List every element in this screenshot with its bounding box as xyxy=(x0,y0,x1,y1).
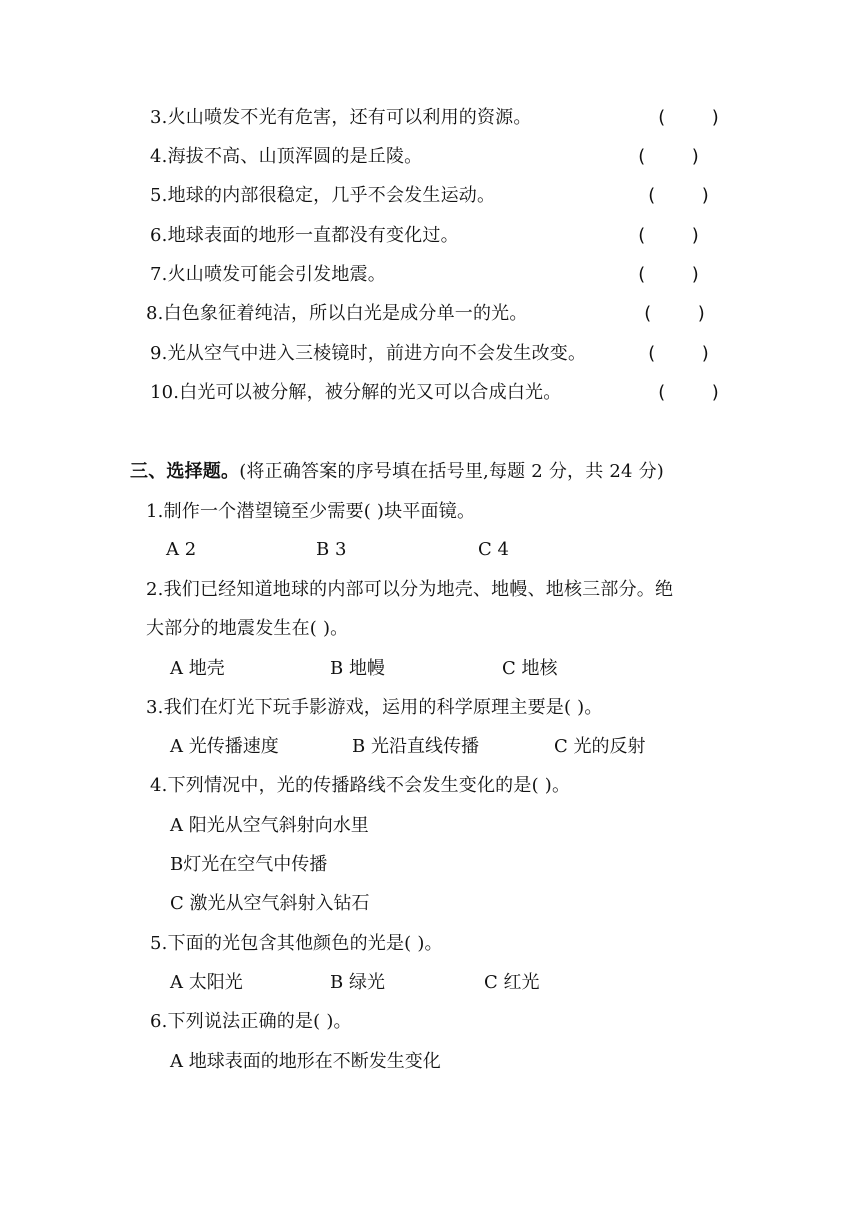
judgment-item-6: 6.地球表面的地形一直都没有变化过。 xyxy=(150,225,459,246)
q4-option-b: B灯光在空气中传播 xyxy=(170,854,328,875)
q2-option-b: B 地幔 xyxy=(330,658,385,679)
answer-paren-3: ( ) xyxy=(656,107,722,128)
judgment-item-8: 8.白色象征着纯洁，所以白光是成分单一的光。 xyxy=(146,303,528,324)
q5-option-b: B 绿光 xyxy=(330,972,385,993)
section-title: 三、选择题。 xyxy=(130,461,240,482)
q3-option-c: C 光的反射 xyxy=(554,736,646,757)
choice-question-5: 5.下面的光包含其他颜色的光是( )。 xyxy=(150,933,443,954)
q4-option-a: A 阳光从空气斜射向水里 xyxy=(170,815,369,836)
judgment-item-4: 4.海拔不高、山顶浑圆的是丘陵。 xyxy=(150,146,423,167)
judgment-item-7: 7.火山喷发可能会引发地震。 xyxy=(150,264,386,285)
choice-question-1: 1.制作一个潜望镜至少需要( )块平面镜。 xyxy=(146,501,476,522)
answer-paren-4: ( ) xyxy=(636,146,702,167)
answer-paren-5: ( ) xyxy=(646,185,712,206)
answer-paren-7: ( ) xyxy=(636,264,702,285)
judgment-item-10: 10.白光可以被分解，被分解的光又可以合成白光。 xyxy=(150,382,562,403)
q1-option-a: A 2 xyxy=(166,539,197,560)
q1-option-b: B 3 xyxy=(316,539,347,560)
answer-paren-8: ( ) xyxy=(642,303,708,324)
q3-option-b: B 光沿直线传播 xyxy=(352,736,479,757)
q3-option-a: A 光传播速度 xyxy=(170,736,279,757)
section-heading xyxy=(130,460,664,484)
q6-option-a: A 地球表面的地形在不断发生变化 xyxy=(170,1051,441,1072)
choice-question-2-line2: 大部分的地震发生在( )。 xyxy=(146,618,349,639)
q1-option-c: C 4 xyxy=(478,539,509,560)
choice-question-6: 6.下列说法正确的是( )。 xyxy=(150,1011,352,1032)
q5-option-a: A 太阳光 xyxy=(170,972,243,993)
judgment-item-5: 5.地球的内部很稳定，几乎不会发生运动。 xyxy=(150,185,496,206)
section-note: (将正确答案的序号填在括号里,每题 2 分，共 24 分) xyxy=(239,461,665,482)
q2-option-a: A 地壳 xyxy=(170,658,225,679)
q2-option-c: C 地核 xyxy=(502,658,558,679)
answer-paren-9: ( ) xyxy=(646,343,712,364)
answer-paren-6: ( ) xyxy=(636,225,702,246)
choice-question-4: 4.下列情况中，光的传播路线不会发生变化的是( )。 xyxy=(150,775,571,796)
answer-paren-10: ( ) xyxy=(656,382,722,403)
choice-question-2-line1: 2.我们已经知道地球的内部可以分为地壳、地幔、地核三部分。绝 xyxy=(146,579,674,600)
judgment-item-3: 3.火山喷发不光有危害，还有可以利用的资源。 xyxy=(150,107,532,128)
q4-option-c: C 激光从空气斜射入钻石 xyxy=(170,893,370,914)
judgment-item-9: 9.光从空气中进入三棱镜时，前进方向不会发生改变。 xyxy=(150,343,587,364)
q5-option-c: C 红光 xyxy=(484,972,540,993)
choice-question-3: 3.我们在灯光下玩手影游戏，运用的科学原理主要是( )。 xyxy=(146,697,603,718)
